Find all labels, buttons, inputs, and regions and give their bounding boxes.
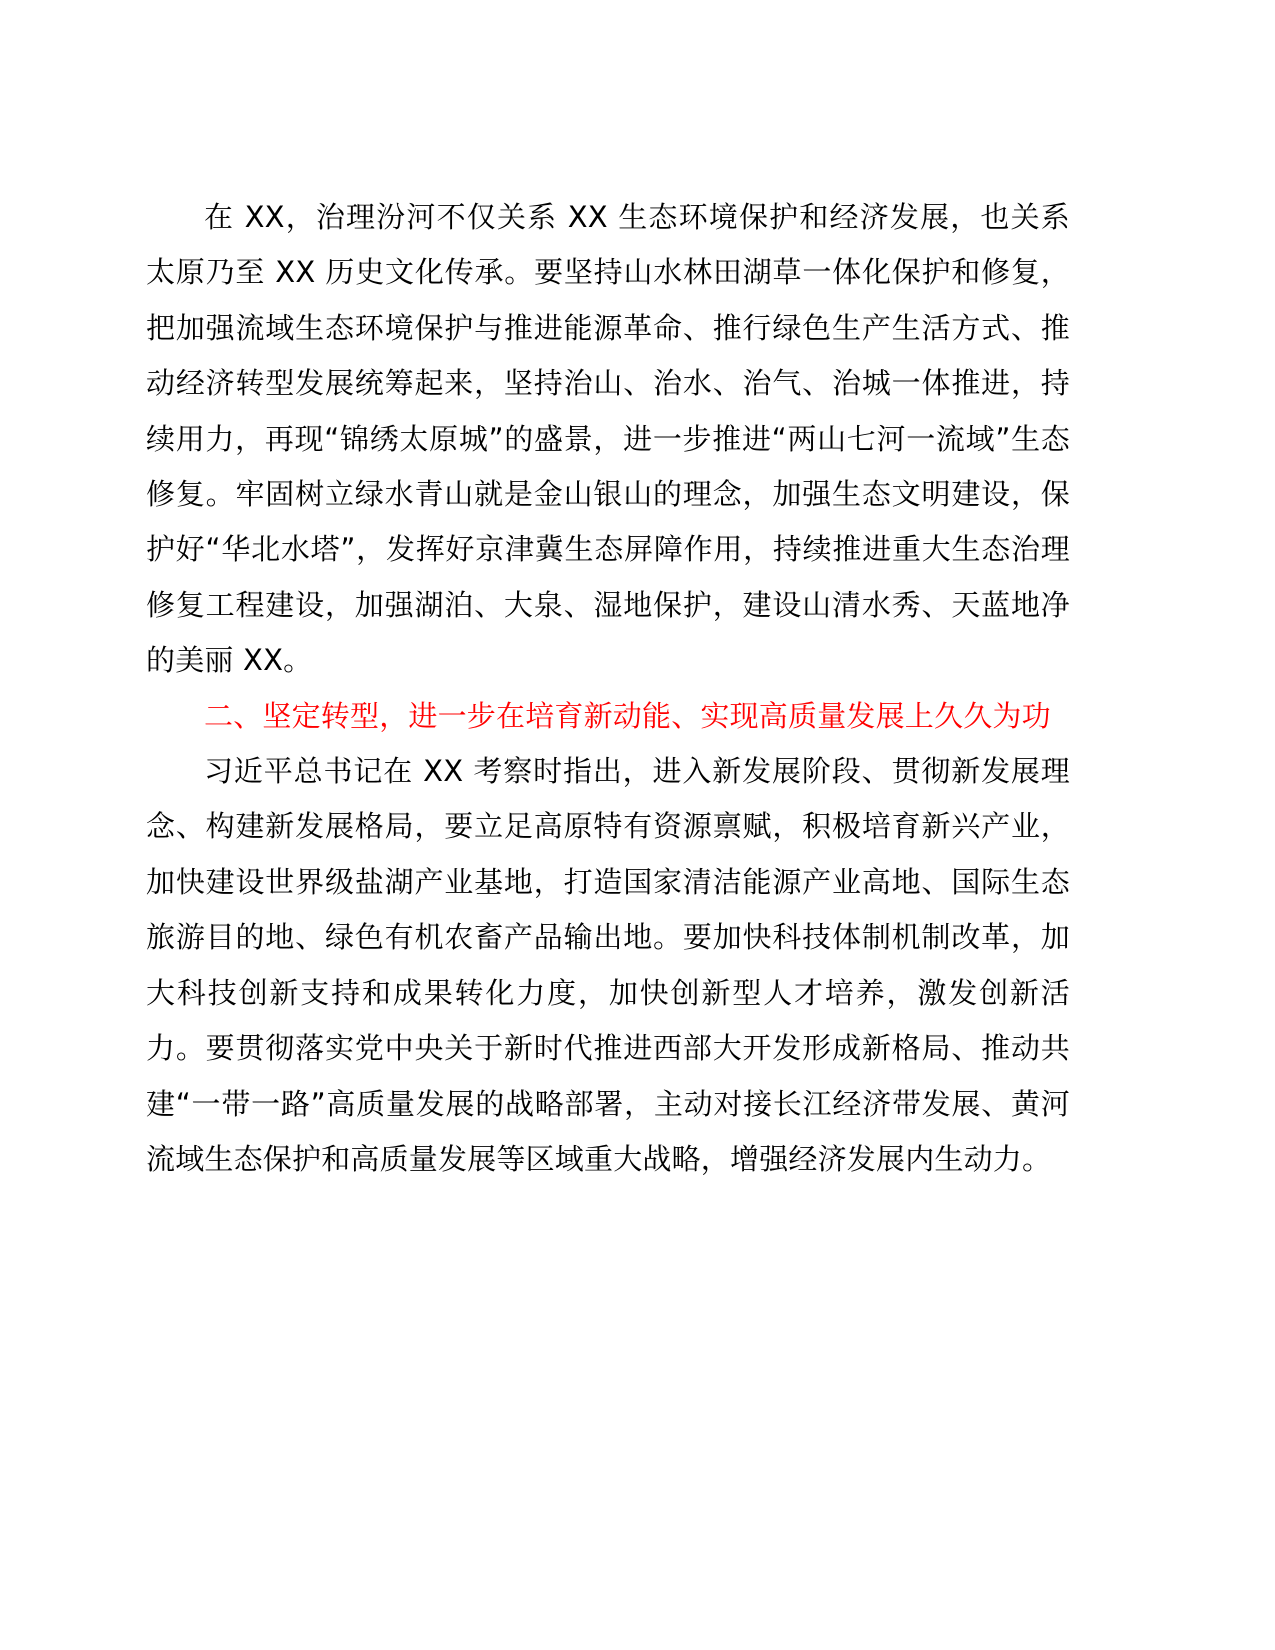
- paragraph-ecology: 在 XX，治理汾河不仅关系 XX 生态环境保护和经济发展，也关系太原乃至 XX 历史文化传承。要坚持山水林田湖草一体化保护和修复，把加强流域生态环境保护与推进能源革命、推行绿色生产生活方式、推动经济转型发展统筹起来，坚持治山、治水、治气、治城一体推进，持续用力，再现“锦绣太原城”的盛景，进一步推进“两山七河一流域”生态修复。牢固树立绿水青山就是金山银山的理念，加强生态文明建设，保护好“华北水塔”，发挥好京津冀生态屏障作用，持续推进重大生态治理修复工程建设，加强湖泊、大泉、湿地保护，建设山清水秀、天蓝地净的美丽 XX。: [146, 200, 1070, 678]
- document-page: [146, 190, 1070, 1187]
- section-heading-transformation: 二、坚定转型，进一步在培育新动能、实现高质量发展上久久为功: [204, 698, 1051, 733]
- paragraph-transformation: 习近平总书记在 XX 考察时指出，进入新发展阶段、贯彻新发展理念、构建新发展格局，要立足高原特有资源禀赋，积极培育新兴产业，加快建设世界级盐湖产业基地，打造国家清洁能源产业高地、国际生态旅游目的地、绿色有机农畜产品输出地。要加快科技体制机制改革，加大科技创新支持和成果转化力度，加快创新型人才培养，激发创新活力。要贯彻落实党中央关于新时代推进西部大开发形成新格局、推动共建“一带一路”高质量发展的战略部署，主动对接长江经济带发展、黄河流域生态保护和高质量发展等区域重大战略，增强经济发展内生动力。: [146, 754, 1070, 1176]
